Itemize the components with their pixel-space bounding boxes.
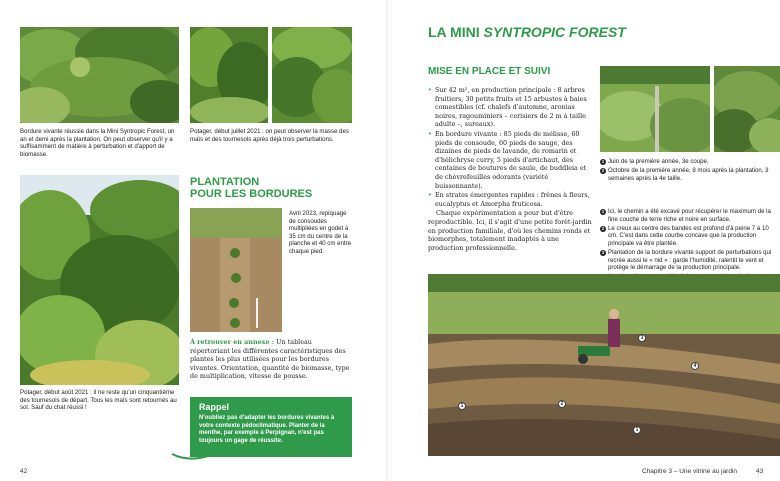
sunflower-photo <box>272 27 352 123</box>
bullet-item: • Sur 42 m², en production principale : 8 arbres fruitiers, 30 petits fruits et 15 arbustes à baies comestibles (cf. chalefs d'automne, aronias noires, ragouminiers – cerisiers de 2 m à taille adulte –, sureaux). <box>428 86 592 129</box>
caption-june: 1 Juin de la première année, 3e coupe. <box>601 158 709 165</box>
plantation-title-line1: PLANTATION <box>190 176 260 188</box>
rappel-title: Rappel <box>199 402 230 412</box>
photo-marker-4: 2 <box>558 400 566 408</box>
page-number-right: 43 <box>756 468 764 475</box>
field-photo-october <box>714 66 780 152</box>
note-item: 2 Le creux au centre des bandes est profond d'à peine 7 à 10 cm. C'est dans cette courbe concave que la production principale va être plantée. <box>601 224 769 247</box>
caption-potager-juillet: Potager, début juillet 2021 : on peut observer la masse des maïs et des tournesols après déjà trois perturbations. <box>190 128 349 143</box>
photo-marker-5: 1 <box>633 426 641 434</box>
page-main-title <box>428 24 626 40</box>
section-title: MISE EN PLACE ET SUIVI <box>428 66 551 77</box>
caption-hedge: Bordure vivante réussie dans la Mini Syntropic Forest, un an et demi après la plantation. On peut observer qu'il y a suffisamment de matière à perturbation et d'apport de biomasse. <box>20 128 175 158</box>
consoude-photo <box>190 208 282 332</box>
annexe-paragraph <box>190 338 353 381</box>
tall-garden-photo <box>20 175 179 385</box>
bullet-item: • En bordure vivante : 85 pieds de mélisse, 60 pieds de consoude, 60 pieds de sauge, des dizaines de pieds de lavande, de romarin et d'hélichryse curry, 5 pieds d'artichaut, des centaines de boutures de saule, de buddleia et de chèvrefeuilles odorants (variété buissonnante). <box>428 130 592 190</box>
hedge-photo <box>20 27 179 123</box>
body-paragraph: Chaque expérimentation a pour but d'être reproductible. Ici, il s'agit d'une petite forêt-jardin en production familiale, d'où les chemins ronds et biomorphes, totalement inadaptés à une production professionnelle. <box>428 209 592 252</box>
note-item: 1 Ici, le chemin a été excavé pour récupérer le maximum de la fine couche de terre riche et noire en surface. <box>601 208 771 223</box>
caption-top-photos <box>600 158 770 184</box>
annexe-text: Un tableau répertoriant les différentes caractéristiques des plantes les plus utilisées pour les bordures vivantes. Orientation, quantité de biomasse, type de multiplication, vitesse de pousse. <box>190 338 350 381</box>
plantation-title <box>190 176 312 200</box>
rappel-swoosh <box>170 448 210 462</box>
footer-chapter: Chapitre 3 – Une vitrine au jardin <box>642 468 738 475</box>
photo-marker-1: 3 <box>638 334 646 342</box>
photo-marker-3: 1 <box>458 402 466 410</box>
bullet-list <box>428 86 592 208</box>
caption-potager-aout: Potager, début août 2021 : il ne reste qu'un cinquantième des tournesols de départ. Tous les maïs sont retournés au sol. Sauf du chat réussi ! <box>20 389 177 412</box>
annexe-label: À retrouver en annexe : <box>190 338 275 346</box>
caption-avril: Avril 2023, repiquage de consoudes multipliées en godet à 35 cm du centre de la planche et 40 cm entre chaque pied. <box>289 210 351 255</box>
garden-work-photo <box>428 274 780 456</box>
caption-october: 2 Octobre de la première année, 8 mois après la plantation, 3 semaines après la 4e taille. <box>601 167 769 182</box>
note-item: 3 Plantation de la bordure vivante support de perturbations qui recrée aussi le « nid » : garde l'humidité, ralentit le vent et protège le démarrage de la production principale. <box>601 248 772 272</box>
left-page <box>0 0 388 481</box>
field-photo-june <box>600 66 710 152</box>
right-body-column <box>428 86 592 252</box>
right-page <box>392 0 780 481</box>
corn-photo <box>190 27 268 123</box>
photo-marker-2: 4 <box>691 362 699 370</box>
bullet-item: • En strates émergentes rapides : frênes à fleurs, eucalyptus et Amorpha fruticosa. <box>428 191 592 208</box>
plantation-title-line2: POUR LES BORDURES <box>190 188 313 200</box>
title-italic: SYNTROPIC FOREST <box>483 24 626 40</box>
rappel-text: N'oubliez pas d'adapter les bordures vivantes à votre contexte pédoclimatique. Planter de la menthe, par exemple à Perpignan, n'est pas toujours un gage de réussite. <box>199 415 335 444</box>
page-number-left: 42 <box>20 468 28 475</box>
title-prefix: LA MINI <box>428 24 484 40</box>
rappel-box <box>190 397 352 457</box>
